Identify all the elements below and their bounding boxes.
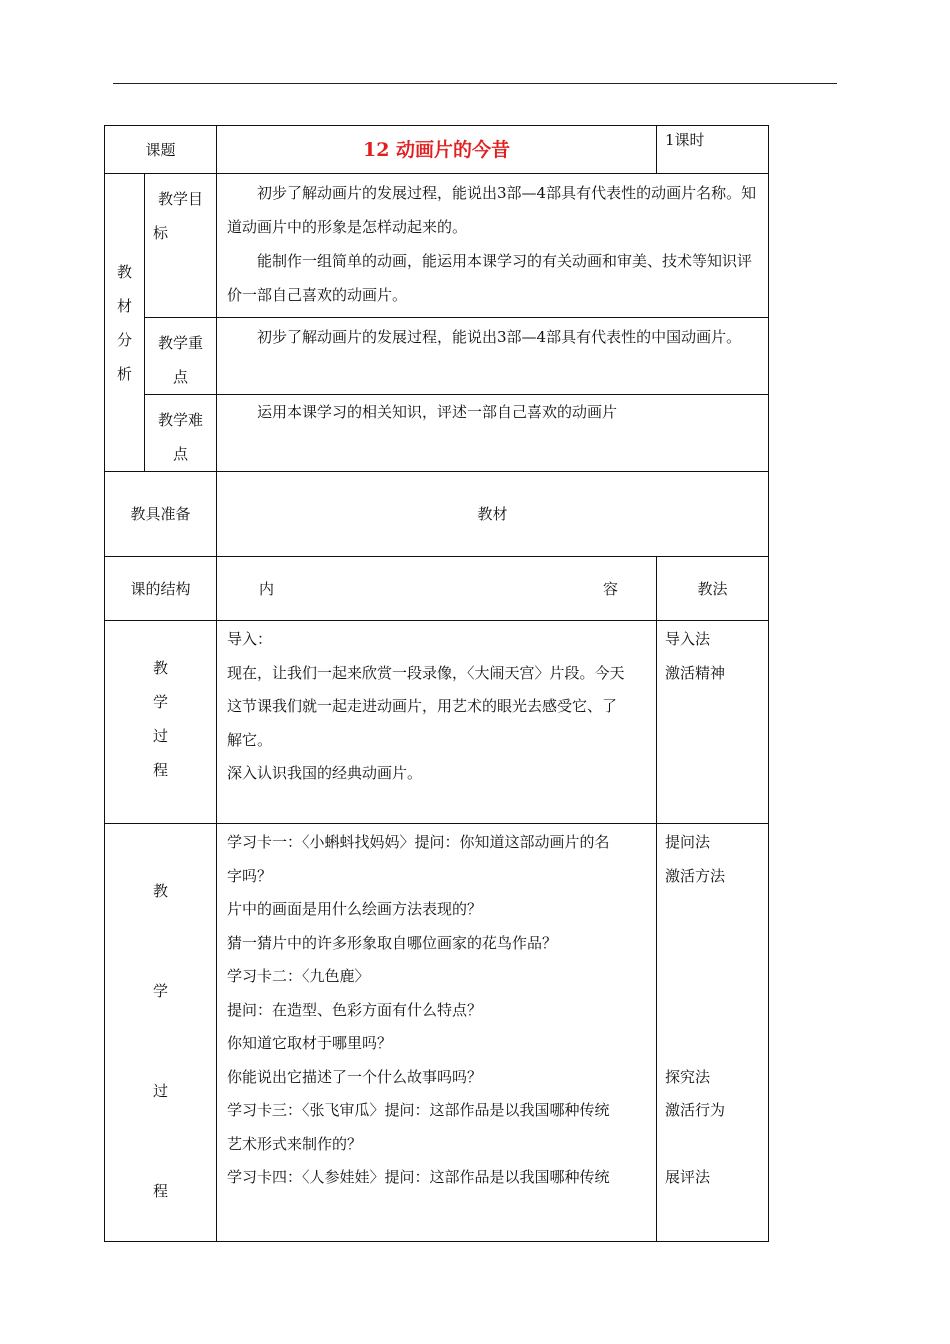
process-row-1 [105, 621, 769, 824]
goals-row [105, 174, 769, 318]
content-header-left: 内 [259, 579, 275, 598]
keypoints-row [105, 318, 769, 395]
lesson-hours: 1课时 [657, 126, 769, 174]
process-methods-2: 提问法 激活方法 探究法 激活行为 展评法 [657, 824, 769, 1242]
method-header: 教法 [657, 557, 769, 621]
lesson-title: 12 动画片的今昔 [217, 126, 657, 174]
difficulties-content: 运用本课学习的相关知识，评述一部自己喜欢的动画片 [217, 395, 769, 472]
structure-row [105, 557, 769, 621]
structure-label: 课的结构 [105, 557, 217, 621]
process-content-2: 学习卡一：〈小蝌蚪找妈妈〉提问：你知道这部动画片的名 字吗？ 片中的画面是用什么绘画方法表现的？ 猜一猜片中的许多形象取自哪位画家的花鸟作品？ 学习卡二：〈九色鹿〉 提问：在造型、色彩方面有什么特点？ 你知道它取材于哪里吗？ 你能说出它描述了一个什么故事吗吗？ 学习卡三：〈张飞审瓜〉提问：这部作品是以我国哪种传统 艺术形式来制作的？ 学习卡四：〈人参娃娃〉提问：这部作品是以我国哪种传统 [217, 824, 657, 1242]
process-content-1: 导入： 现在，让我们一起来欣赏一段录像，〈大闹天宫〉片段。今天 这节课我们就一起走进动画片，用艺术的眼光去感受它、了 解它。 深入认识我国的经典动画片。 [217, 621, 657, 824]
topic-label: 课题 [105, 126, 217, 174]
keypoints-label: 教学重 点 [145, 318, 217, 395]
process-label-2: 教 学 过 程 [105, 824, 217, 1242]
analysis-label: 教 材 分 析 [105, 174, 145, 472]
process-methods-1: 导入法 激活精神 [657, 621, 769, 824]
header-rule [113, 83, 837, 84]
process-label-1: 教 学 过 程 [105, 621, 217, 824]
lesson-plan-table [104, 125, 769, 1242]
keypoints-content: 初步了解动画片的发展过程，能说出3部—4部具有代表性的中国动画片。 [217, 318, 769, 395]
goals-content: 初步了解动画片的发展过程，能说出3部—4部具有代表性的动画片名称。知道动画片中的形象是怎样动起来的。 能制作一组简单的动画，能运用本课学习的有关动画和审美、技术等知识评价一部自己喜欢的动画片。 [217, 174, 769, 318]
tools-label: 教具准备 [105, 472, 217, 557]
goals-label: 教学目 标 [145, 174, 217, 318]
content-header [217, 557, 657, 621]
tools-value: 教材 [217, 472, 769, 557]
tools-row [105, 472, 769, 557]
process-row-2 [105, 824, 769, 1242]
difficulties-label: 教学难 点 [145, 395, 217, 472]
difficulties-row [105, 395, 769, 472]
topic-row [105, 126, 769, 174]
content-header-right: 容 [603, 579, 619, 598]
